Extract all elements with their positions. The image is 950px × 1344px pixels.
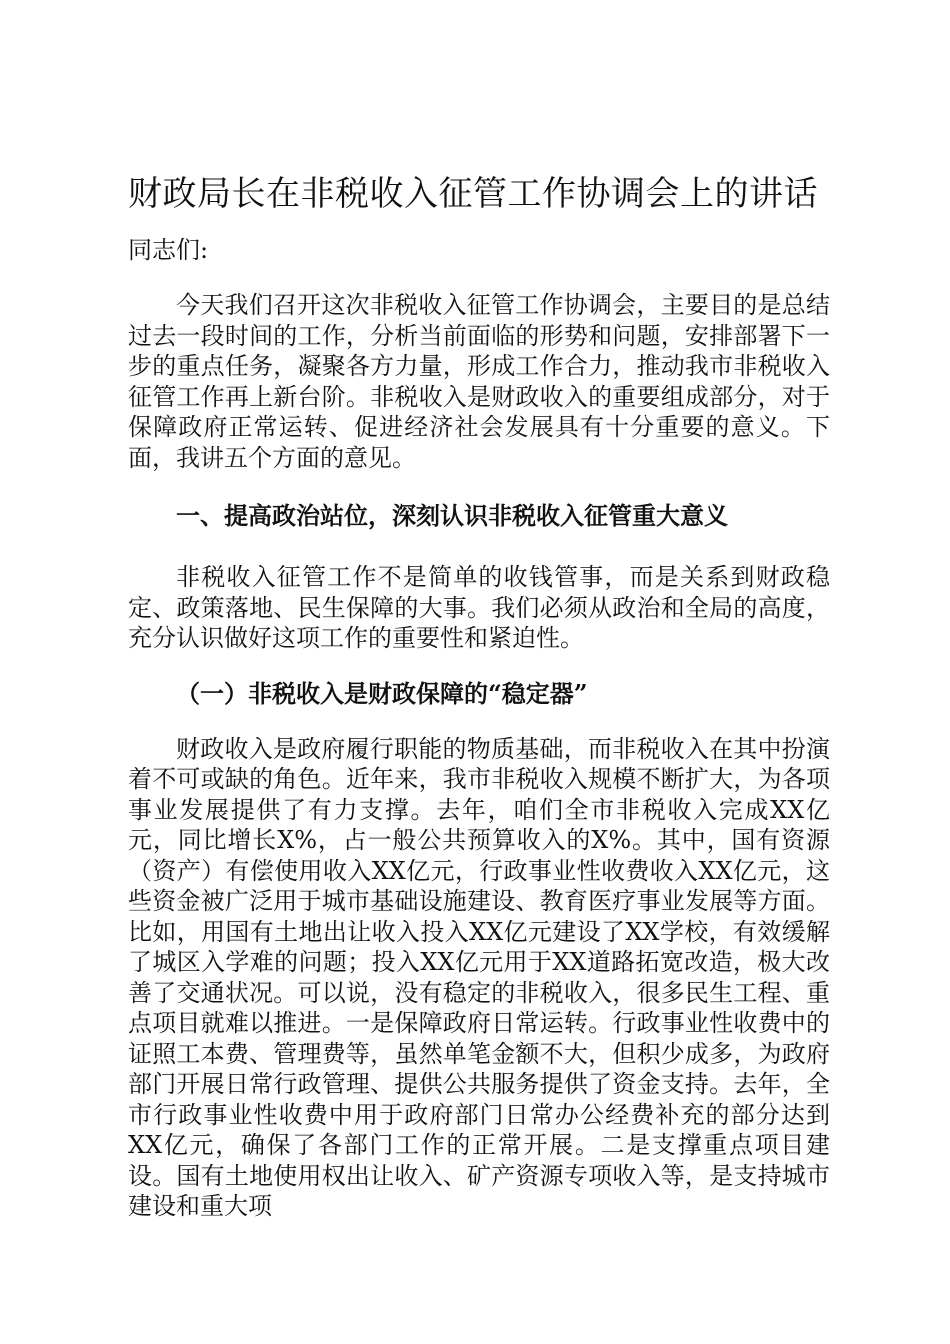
subsection-paragraph-1: 财政收入是政府履行职能的物质基础，而非税收入在其中扮演着不可或缺的角色。近年来，我市非税收入规模不断扩大，为各项事业发展提供了有力支撑。去年，咱们全市非税收入完成XX亿元，同比增长X%，占一般公共预算收入的X%。其中，国有资源（资产）有偿使用收入XX亿元，行政事业性收费收入XX亿元，这些资金被广泛用于城市基础设施建设、教育医疗事业发展等方面。比如，用国有土地出让收入投入XX亿元建设了XX学校，有效缓解了城区入学难的问题；投入XX亿元用于XX道路拓宽改造，极大改善了交通状况。可以说，没有稳定的非税收入，很多民生工程、重点项目就难以推进。一是保障政府日常运转。行政事业性收费中的证照工本费、管理费等，虽然单笔金额不大，但积少成多，为政府部门开展日常行政管理、提供公共服务提供了资金支持。去年，全市行政事业性收费中用于政府部门日常办公经费补充的部分达到XX亿元，确保了各部门工作的正常开展。二是支撑重点项目建设。国有土地使用权出让收入、矿产资源专项收入等，是支持城市建设和重大项 (128, 734, 830, 1220)
section-heading-1: 一、提高政治站位，深刻认识非税收入征管重大意义 (176, 501, 728, 530)
spacer (128, 654, 830, 678)
spacer (128, 532, 830, 562)
subsection-heading-1: （一）非税收入是财政保障的“稳定器” (176, 678, 588, 708)
spacer (128, 710, 830, 734)
document-page (128, 170, 830, 1222)
document-title: 财政局长在非税收入征管工作协调会上的讲话 (128, 174, 818, 214)
intro-paragraph: 今天我们召开这次非税收入征管工作协调会，主要目的是总结过去一段时间的工作，分析当前面临的形势和问题，安排部署下一步的重点任务，凝聚各方力量，形成工作合力，推动我市非税收入征管工作再上新台阶。非税收入是财政收入的重要组成部分，对于保障政府正常运转、促进经济社会发展具有十分重要的意义。下面，我讲五个方面的意见。 (128, 291, 830, 472)
section-paragraph-1: 非税收入征管工作不是简单的收钱管事，而是关系到财政稳定、政策落地、民生保障的大事。我们必须从政治和全局的高度，充分认识做好这项工作的重要性和紧迫性。 (128, 563, 830, 652)
spacer (128, 473, 830, 500)
salutation: 同志们: (128, 236, 209, 264)
